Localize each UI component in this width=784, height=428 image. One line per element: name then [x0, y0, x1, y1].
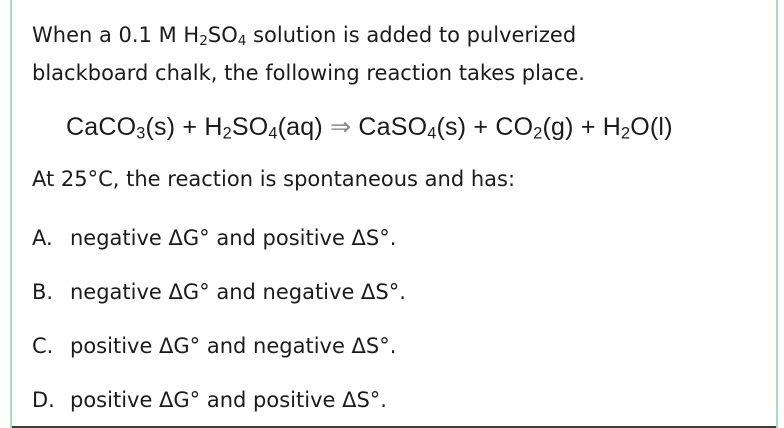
- option-letter: B.: [32, 280, 54, 304]
- question-condition: At 25°C, the reaction is spontaneous and has:: [32, 167, 516, 191]
- option-letter: C.: [32, 334, 54, 358]
- answer-option-b[interactable]: [32, 280, 758, 310]
- question-intro-line-2: blackboard chalk, the following reaction takes place.: [32, 61, 585, 85]
- question-intro-line-1: When a 0.1 M $H_2SO_4$ solution is added to pulverized: [32, 23, 577, 49]
- chemical-equation: CaCO$_3$(s) + $H_2SO_4(aq)$ ⇒ CaSO$_4$(s) + $CO_2(g) + H_2O(l)$: [66, 113, 673, 143]
- answer-option-a[interactable]: [32, 226, 758, 256]
- option-text: positive ΔG° and negative ΔS°.: [70, 334, 397, 358]
- option-text: negative ΔG° and negative ΔS°.: [70, 280, 406, 304]
- question-panel: [10, 0, 778, 428]
- answer-options: [32, 226, 758, 418]
- option-letter: A.: [32, 226, 53, 250]
- option-text: negative ΔG° and positive ΔS°.: [70, 226, 397, 250]
- option-text: positive ΔG° and positive ΔS°.: [70, 388, 387, 412]
- question-content: [12, 0, 776, 418]
- answer-option-c[interactable]: [32, 334, 758, 364]
- answer-option-d[interactable]: [32, 388, 758, 418]
- option-letter: D.: [32, 388, 55, 412]
